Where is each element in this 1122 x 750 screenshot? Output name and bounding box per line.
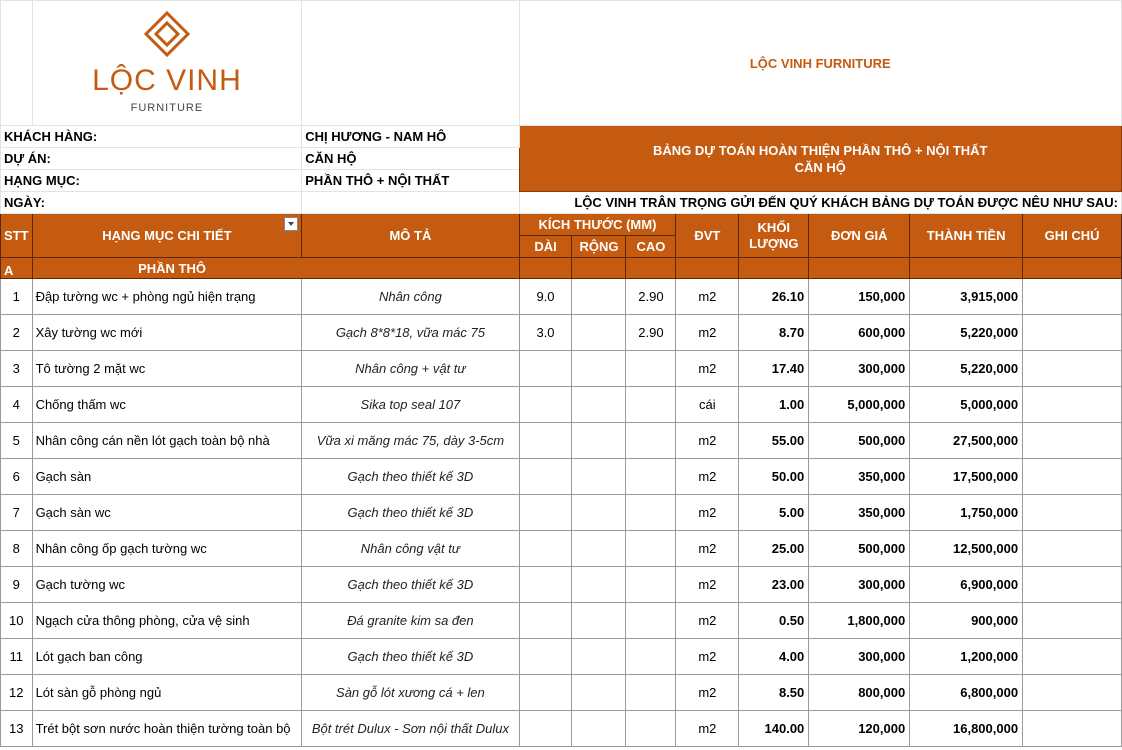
row-note[interactable] bbox=[1023, 639, 1122, 675]
row-stt[interactable]: 12 bbox=[1, 675, 33, 711]
row-qty[interactable]: 8.50 bbox=[739, 675, 809, 711]
row-height[interactable]: 2.90 bbox=[626, 315, 676, 351]
company-logo bbox=[92, 11, 242, 115]
row-price[interactable]: 800,000 bbox=[809, 675, 910, 711]
customer-label: KHÁCH HÀNG: bbox=[1, 126, 302, 148]
row-qty[interactable]: 1.00 bbox=[739, 387, 809, 423]
row-height[interactable] bbox=[626, 639, 676, 675]
table-row bbox=[1, 531, 1122, 567]
row-total[interactable]: 16,800,000 bbox=[910, 711, 1023, 747]
row-stt[interactable]: 8 bbox=[1, 531, 33, 567]
date-value[interactable] bbox=[302, 192, 519, 214]
logo-sub: FURNITURE bbox=[130, 102, 204, 114]
row-stt[interactable]: 3 bbox=[1, 351, 33, 387]
table-row bbox=[1, 351, 1122, 387]
row-note[interactable] bbox=[1023, 387, 1122, 423]
intro-text: LỘC VINH TRÂN TRỌNG GỬI ĐẾN QUÝ KHÁCH BẢNG DỰ TOÁN ĐƯỢC NÊU NHƯ SAU: bbox=[519, 192, 1121, 214]
row-desc[interactable]: Sàn gỗ lót xương cá + len bbox=[302, 675, 519, 711]
row-len[interactable] bbox=[519, 567, 572, 603]
section-fill bbox=[626, 258, 676, 279]
row-width[interactable] bbox=[572, 423, 626, 459]
row-stt[interactable]: 7 bbox=[1, 495, 33, 531]
row-len[interactable] bbox=[519, 531, 572, 567]
row-len[interactable] bbox=[519, 387, 572, 423]
row-stt[interactable]: 5 bbox=[1, 423, 33, 459]
company-name: LỘC VINH FURNITURE bbox=[519, 1, 1121, 126]
row-width[interactable] bbox=[572, 603, 626, 639]
table-row bbox=[1, 279, 1122, 315]
row-item[interactable]: Ngạch cửa thông phòng, cửa vệ sinh bbox=[32, 603, 302, 639]
row-desc[interactable]: Vữa xi măng mác 75, dày 3-5cm bbox=[302, 423, 519, 459]
row-desc[interactable]: Bột trét Dulux - Sơn nội thất Dulux bbox=[302, 711, 519, 747]
header-item bbox=[32, 214, 302, 258]
title-line-1: BẢNG DỰ TOÁN HOÀN THIỆN PHẦN THÔ + NỘI THẤT bbox=[653, 142, 988, 158]
row-note[interactable] bbox=[1023, 351, 1122, 387]
row-unit[interactable]: m2 bbox=[676, 675, 739, 711]
table-row bbox=[1, 711, 1122, 747]
row-len[interactable] bbox=[519, 675, 572, 711]
row-desc[interactable]: Gạch theo thiết kế 3D bbox=[302, 495, 519, 531]
row-desc[interactable]: Gạch theo thiết kế 3D bbox=[302, 459, 519, 495]
row-len[interactable] bbox=[519, 711, 572, 747]
section-fill bbox=[809, 258, 910, 279]
row-total[interactable]: 5,220,000 bbox=[910, 351, 1023, 387]
row-item[interactable]: Gạch sàn wc bbox=[32, 495, 302, 531]
row-unit[interactable]: m2 bbox=[676, 495, 739, 531]
row-qty[interactable]: 5.00 bbox=[739, 495, 809, 531]
row-price[interactable]: 350,000 bbox=[809, 459, 910, 495]
row-stt[interactable]: 9 bbox=[1, 567, 33, 603]
row-note[interactable] bbox=[1023, 279, 1122, 315]
header-item-label: HẠNG MỤC CHI TIẾT bbox=[102, 227, 232, 243]
row-unit[interactable]: m2 bbox=[676, 711, 739, 747]
row-price[interactable]: 300,000 bbox=[809, 351, 910, 387]
project-value[interactable]: CĂN HỘ bbox=[302, 148, 519, 170]
row-unit[interactable]: m2 bbox=[676, 531, 739, 567]
row-item[interactable]: Nhân công cán nền lót gạch toàn bộ nhà bbox=[32, 423, 302, 459]
row-item[interactable]: Gạch sàn bbox=[32, 459, 302, 495]
row-price[interactable]: 120,000 bbox=[809, 711, 910, 747]
header-unit: ĐVT bbox=[676, 214, 739, 258]
row-width[interactable] bbox=[572, 711, 626, 747]
row-desc[interactable]: Nhân công + vật tư bbox=[302, 351, 519, 387]
blank-cell[interactable] bbox=[1, 1, 33, 126]
table-row bbox=[1, 459, 1122, 495]
row-total[interactable]: 27,500,000 bbox=[910, 423, 1023, 459]
row-width[interactable] bbox=[572, 351, 626, 387]
section-code: A bbox=[1, 258, 33, 279]
row-total[interactable]: 12,500,000 bbox=[910, 531, 1023, 567]
table-row bbox=[1, 639, 1122, 675]
blank-cell[interactable] bbox=[302, 1, 519, 126]
category-label: HẠNG MỤC: bbox=[1, 170, 302, 192]
row-qty[interactable]: 25.00 bbox=[739, 531, 809, 567]
row-note[interactable] bbox=[1023, 459, 1122, 495]
row-price[interactable]: 5,000,000 bbox=[809, 387, 910, 423]
project-label: DỰ ÁN: bbox=[1, 148, 302, 170]
row-note[interactable] bbox=[1023, 567, 1122, 603]
section-fill bbox=[572, 258, 626, 279]
category-value[interactable]: PHẦN THÔ + NỘI THẤT bbox=[302, 170, 519, 192]
row-price[interactable]: 600,000 bbox=[809, 315, 910, 351]
row-unit[interactable]: m2 bbox=[676, 639, 739, 675]
row-desc[interactable]: Nhân công bbox=[302, 279, 519, 315]
row-width[interactable] bbox=[572, 675, 626, 711]
row-price[interactable]: 500,000 bbox=[809, 423, 910, 459]
header-qty: KHỐI LƯỢNG bbox=[739, 214, 809, 258]
row-height[interactable] bbox=[626, 603, 676, 639]
section-fill bbox=[1023, 258, 1122, 279]
row-price[interactable]: 350,000 bbox=[809, 495, 910, 531]
row-width[interactable] bbox=[572, 459, 626, 495]
row-item[interactable]: Chống thấm wc bbox=[32, 387, 302, 423]
row-note[interactable] bbox=[1023, 603, 1122, 639]
row-width[interactable] bbox=[572, 495, 626, 531]
row-stt[interactable]: 1 bbox=[1, 279, 33, 315]
row-price[interactable]: 300,000 bbox=[809, 567, 910, 603]
row-width[interactable] bbox=[572, 387, 626, 423]
row-unit[interactable]: m2 bbox=[676, 315, 739, 351]
row-unit[interactable]: m2 bbox=[676, 279, 739, 315]
row-price[interactable]: 150,000 bbox=[809, 279, 910, 315]
row-len[interactable] bbox=[519, 639, 572, 675]
row-stt[interactable]: 13 bbox=[1, 711, 33, 747]
row-unit[interactable]: m2 bbox=[676, 351, 739, 387]
row-len[interactable] bbox=[519, 459, 572, 495]
title-line-2: CĂN HỘ bbox=[794, 159, 846, 175]
row-unit[interactable]: cái bbox=[676, 387, 739, 423]
date-label: NGÀY: bbox=[1, 192, 302, 214]
row-total[interactable]: 1,200,000 bbox=[910, 639, 1023, 675]
row-total[interactable]: 3,915,000 bbox=[910, 279, 1023, 315]
row-stt[interactable]: 10 bbox=[1, 603, 33, 639]
row-len[interactable] bbox=[519, 495, 572, 531]
row-len[interactable] bbox=[519, 351, 572, 387]
logo-cell bbox=[32, 1, 302, 126]
row-len[interactable]: 3.0 bbox=[519, 315, 572, 351]
row-unit[interactable]: m2 bbox=[676, 423, 739, 459]
section-name: PHẦN THÔ bbox=[32, 258, 519, 279]
row-unit[interactable]: m2 bbox=[676, 459, 739, 495]
row-height[interactable] bbox=[626, 675, 676, 711]
row-height[interactable]: 2.90 bbox=[626, 279, 676, 315]
row-price[interactable]: 300,000 bbox=[809, 639, 910, 675]
header-len: DÀI bbox=[519, 236, 572, 258]
row-desc[interactable]: Nhân công vật tư bbox=[302, 531, 519, 567]
row-stt[interactable]: 2 bbox=[1, 315, 33, 351]
row-note[interactable] bbox=[1023, 531, 1122, 567]
row-total[interactable]: 17,500,000 bbox=[910, 459, 1023, 495]
row-desc[interactable]: Sika top seal 107 bbox=[302, 387, 519, 423]
header-width: RỘNG bbox=[572, 236, 626, 258]
header-desc: MÔ TẢ bbox=[302, 214, 519, 258]
row-item[interactable]: Đập tường wc + phòng ngủ hiện trạng bbox=[32, 279, 302, 315]
row-desc[interactable]: Gạch theo thiết kế 3D bbox=[302, 567, 519, 603]
row-height[interactable] bbox=[626, 711, 676, 747]
table-row bbox=[1, 495, 1122, 531]
filter-dropdown-button[interactable] bbox=[284, 217, 298, 231]
row-total[interactable]: 1,750,000 bbox=[910, 495, 1023, 531]
row-qty[interactable]: 4.00 bbox=[739, 639, 809, 675]
row-desc[interactable]: Gạch theo thiết kế 3D bbox=[302, 639, 519, 675]
row-qty[interactable]: 23.00 bbox=[739, 567, 809, 603]
row-stt[interactable]: 4 bbox=[1, 387, 33, 423]
diamond-logo-icon bbox=[144, 11, 190, 57]
row-note[interactable] bbox=[1023, 711, 1122, 747]
row-total[interactable]: 6,900,000 bbox=[910, 567, 1023, 603]
row-item[interactable]: Gạch tường wc bbox=[32, 567, 302, 603]
row-height[interactable] bbox=[626, 531, 676, 567]
row-height[interactable] bbox=[626, 387, 676, 423]
header-total: THÀNH TIỀN bbox=[910, 214, 1023, 258]
section-fill bbox=[676, 258, 739, 279]
section-fill bbox=[739, 258, 809, 279]
row-stt[interactable]: 6 bbox=[1, 459, 33, 495]
row-qty[interactable]: 8.70 bbox=[739, 315, 809, 351]
section-fill bbox=[910, 258, 1023, 279]
header-price: ĐƠN GIÁ bbox=[809, 214, 910, 258]
row-item[interactable]: Nhân công ốp gạch tường wc bbox=[32, 531, 302, 567]
row-len[interactable] bbox=[519, 423, 572, 459]
table-row bbox=[1, 315, 1122, 351]
customer-value[interactable]: CHỊ HƯƠNG - NAM HÔ bbox=[302, 126, 519, 148]
row-width[interactable] bbox=[572, 567, 626, 603]
table-row bbox=[1, 387, 1122, 423]
row-height[interactable] bbox=[626, 495, 676, 531]
dropdown-arrow-icon bbox=[285, 218, 297, 230]
row-total[interactable]: 6,800,000 bbox=[910, 675, 1023, 711]
row-item[interactable]: Trét bột sơn nước hoàn thiện tường toàn bộ bbox=[32, 711, 302, 747]
row-qty[interactable]: 55.00 bbox=[739, 423, 809, 459]
row-width[interactable] bbox=[572, 279, 626, 315]
row-desc[interactable]: Đá granite kim sa đen bbox=[302, 603, 519, 639]
document-title bbox=[519, 126, 1121, 192]
row-item[interactable]: Xây tường wc mới bbox=[32, 315, 302, 351]
row-len[interactable] bbox=[519, 603, 572, 639]
section-fill bbox=[519, 258, 572, 279]
table-row bbox=[1, 675, 1122, 711]
row-item[interactable]: Lót gạch ban công bbox=[32, 639, 302, 675]
row-height[interactable] bbox=[626, 567, 676, 603]
logo-name: LỘC VINH bbox=[92, 64, 242, 97]
row-width[interactable] bbox=[572, 315, 626, 351]
row-item[interactable]: Tô tường 2 mặt wc bbox=[32, 351, 302, 387]
row-note[interactable] bbox=[1023, 495, 1122, 531]
table-row bbox=[1, 423, 1122, 459]
row-note[interactable] bbox=[1023, 315, 1122, 351]
table-row bbox=[1, 603, 1122, 639]
row-note[interactable] bbox=[1023, 675, 1122, 711]
row-unit[interactable]: m2 bbox=[676, 567, 739, 603]
row-unit[interactable]: m2 bbox=[676, 603, 739, 639]
row-total[interactable]: 900,000 bbox=[910, 603, 1023, 639]
row-width[interactable] bbox=[572, 639, 626, 675]
row-note[interactable] bbox=[1023, 423, 1122, 459]
header-stt: STT bbox=[1, 214, 33, 258]
row-qty[interactable]: 26.10 bbox=[739, 279, 809, 315]
row-price[interactable]: 1,800,000 bbox=[809, 603, 910, 639]
row-qty[interactable]: 50.00 bbox=[739, 459, 809, 495]
row-item[interactable]: Lót sàn gỗ phòng ngủ bbox=[32, 675, 302, 711]
row-qty[interactable]: 17.40 bbox=[739, 351, 809, 387]
header-size: KÍCH THƯỚC (MM) bbox=[519, 214, 676, 236]
row-total[interactable]: 5,220,000 bbox=[910, 315, 1023, 351]
row-qty[interactable]: 0.50 bbox=[739, 603, 809, 639]
row-len[interactable]: 9.0 bbox=[519, 279, 572, 315]
row-price[interactable]: 500,000 bbox=[809, 531, 910, 567]
row-qty[interactable]: 140.00 bbox=[739, 711, 809, 747]
header-note: GHI CHÚ bbox=[1023, 214, 1122, 258]
table-row bbox=[1, 567, 1122, 603]
row-height[interactable] bbox=[626, 351, 676, 387]
row-total[interactable]: 5,000,000 bbox=[910, 387, 1023, 423]
row-height[interactable] bbox=[626, 459, 676, 495]
row-height[interactable] bbox=[626, 423, 676, 459]
row-stt[interactable]: 11 bbox=[1, 639, 33, 675]
row-desc[interactable]: Gạch 8*8*18, vữa mác 75 bbox=[302, 315, 519, 351]
row-width[interactable] bbox=[572, 531, 626, 567]
header-height: CAO bbox=[626, 236, 676, 258]
